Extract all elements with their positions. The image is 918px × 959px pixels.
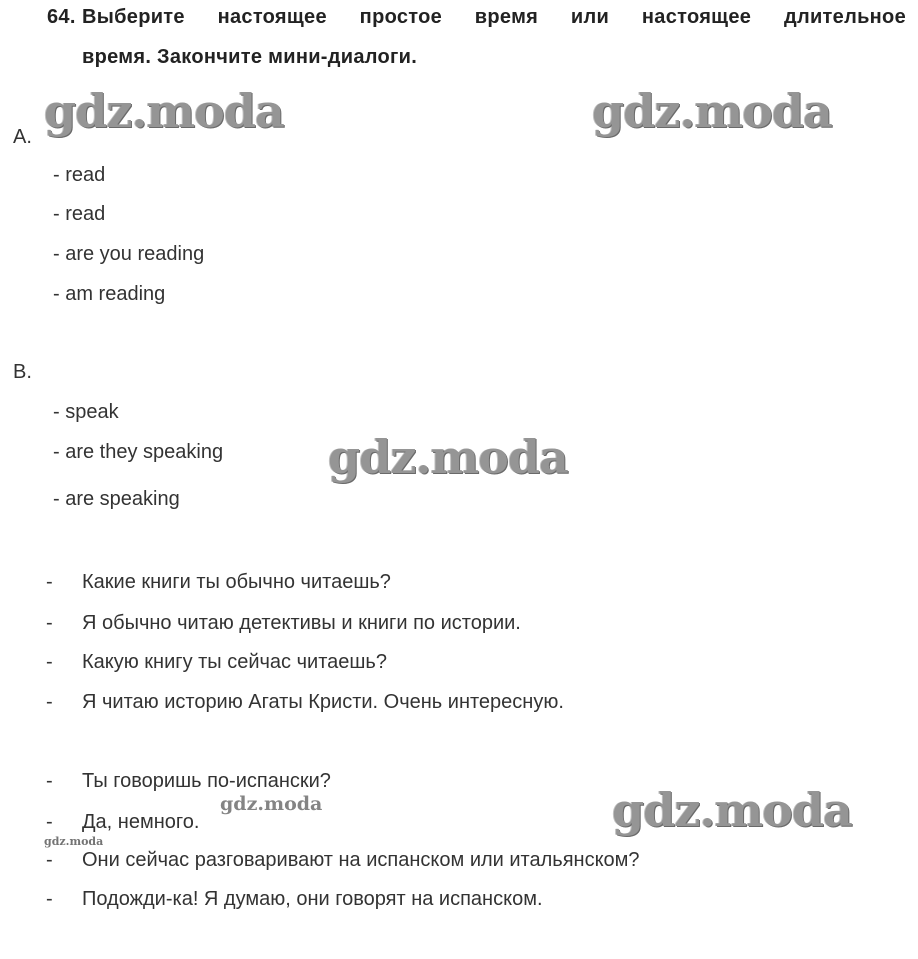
watermark-middle: gdz.moda — [328, 430, 568, 484]
dialog-1-line-1: Какие книги ты обычно читаешь? — [82, 571, 391, 593]
dialog-1-line-3: Какую книгу ты сейчас читаешь? — [82, 651, 387, 673]
dialog-1-dash-1: - — [46, 571, 53, 593]
section-b-label: B. — [13, 361, 32, 383]
section-a-answer-2: - read — [53, 203, 106, 225]
section-a-answer-4: - am reading — [53, 283, 166, 305]
dialog-2-dash-4: - — [46, 888, 53, 910]
watermark-top-left: gdz.moda — [44, 84, 284, 138]
dialog-1-dash-4: - — [46, 691, 53, 713]
section-a-answer-3: - are you reading — [53, 243, 205, 265]
dialog-2-dash-1: - — [46, 770, 53, 792]
dialog-2-line-4: Подожди-ка! Я думаю, они говорят на испанском. — [82, 888, 543, 910]
dialog-1-line-2: Я обычно читаю детективы и книги по истории. — [82, 612, 521, 634]
section-b-answer-1: - speak — [53, 401, 119, 423]
dialog-2-dash-3: - — [46, 849, 53, 871]
dialog-2-line-3: Они сейчас разговаривают на испанском или итальянском? — [82, 849, 640, 871]
section-a-answer-1: - read — [53, 164, 106, 186]
task-instruction-line-1: Выберите настоящее простое время или настоящее длительное — [82, 6, 906, 28]
dialog-2-line-1: Ты говоришь по-испански? — [82, 770, 331, 792]
dialog-2-line-2: Да, немного. — [82, 811, 200, 833]
section-b-answer-2: - are they speaking — [53, 441, 224, 463]
watermark-top-right: gdz.moda — [592, 84, 832, 138]
task-instruction-line-2: время. Закончите мини-диалоги. — [82, 46, 418, 68]
dialog-1-dash-2: - — [46, 612, 53, 634]
task-number: 64. — [47, 6, 76, 28]
watermark-bottom-right: gdz.moda — [612, 783, 852, 837]
section-a-label: A. — [13, 126, 32, 148]
section-b-answer-3: - are speaking — [53, 488, 180, 510]
watermark-tiny: gdz.moda — [44, 835, 104, 848]
dialog-1-dash-3: - — [46, 651, 53, 673]
dialog-2-dash-2: - — [46, 811, 53, 833]
dialog-1-line-4: Я читаю историю Агаты Кристи. Очень интересную. — [82, 691, 564, 713]
watermark-small: gdz.moda — [220, 793, 323, 815]
